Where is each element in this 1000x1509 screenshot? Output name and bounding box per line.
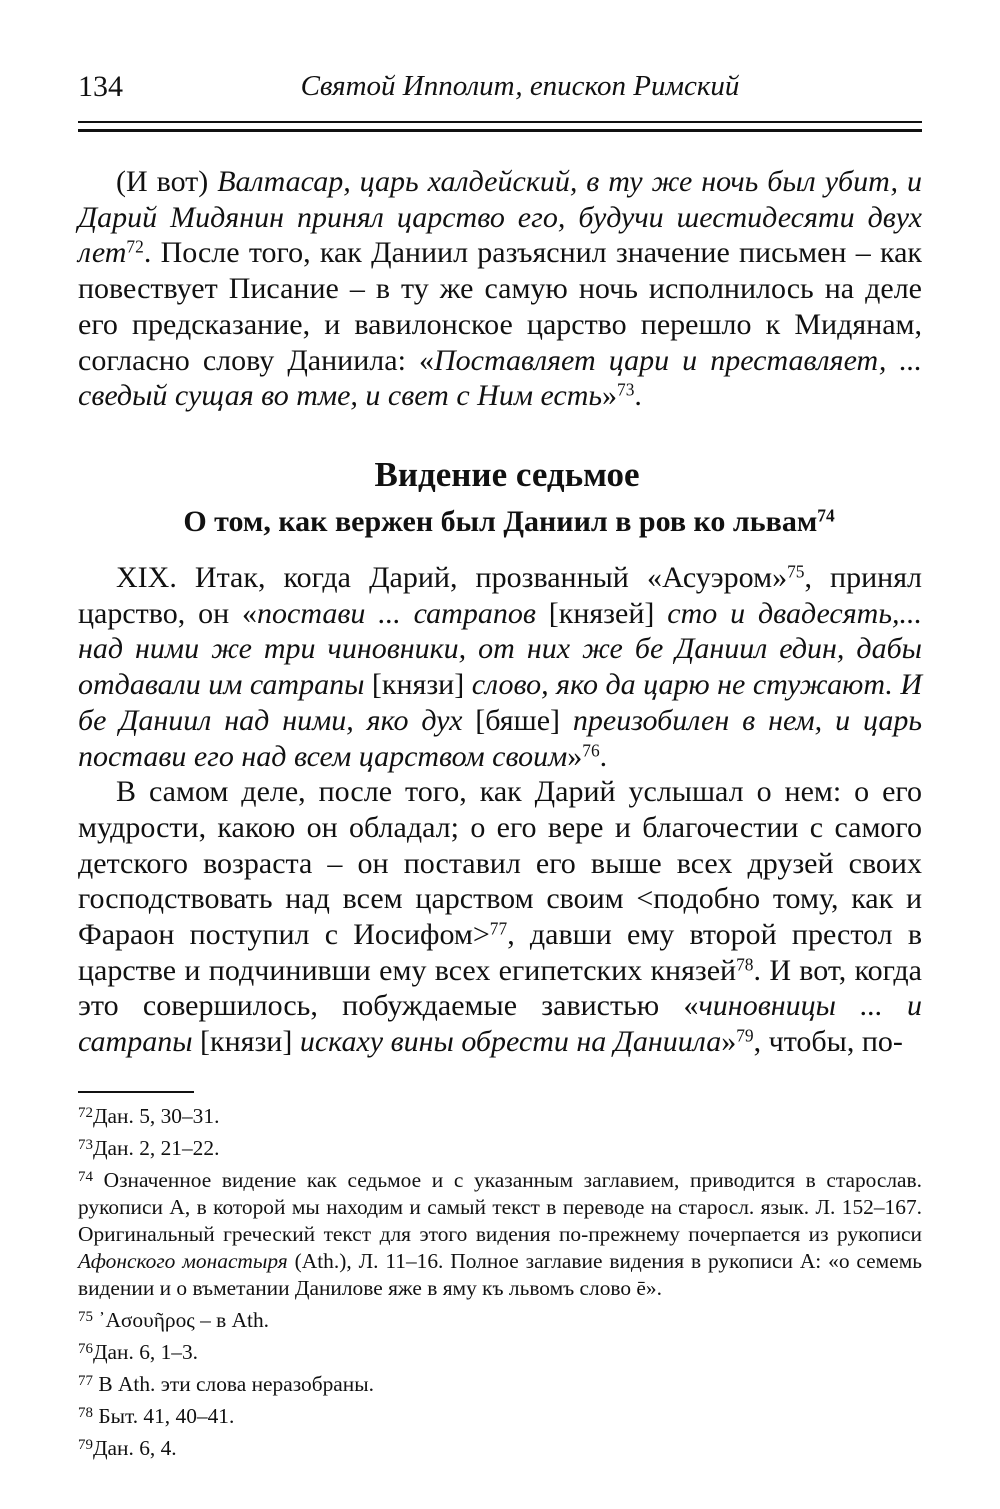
footnote-ref: 74 [817, 505, 835, 526]
header-rule-thin [78, 121, 922, 123]
footnote-number: 79 [78, 1437, 93, 1454]
footnote-ref: 72 [126, 236, 144, 257]
text-run: , чтобы, по- [753, 1025, 903, 1059]
footnote-ref: 77 [489, 918, 508, 939]
text-run: » [602, 379, 618, 413]
footnote-number: 73 [78, 1137, 93, 1154]
footnote-ref: 78 [736, 954, 754, 975]
text-run: » [721, 1025, 737, 1059]
footnote-76 [78, 1339, 922, 1366]
footnote-78 [78, 1403, 922, 1430]
footnote-italic: Афонского монастыря [78, 1249, 288, 1273]
quote-italic: постави ... сатрапов [257, 596, 549, 630]
footnote-text: (Ath.), Л. 11–16. Полное заглавие видения в рукописи А: «о семемь видении и о въметании Данилове яже в яму къ львомъ слово ē». [78, 1249, 922, 1300]
footnote-ref: 76 [582, 739, 600, 760]
footnote-73 [78, 1135, 922, 1162]
footnote-number: 78 [78, 1405, 93, 1422]
text-block-top [78, 164, 922, 414]
footnote-79 [78, 1435, 922, 1462]
text-run: XIX. Итак, когда Дарий, прозванный «Асуэром» [116, 561, 788, 594]
footnote-75 [78, 1307, 922, 1334]
text-run: . После того, как Даниил разъяснил значение письмен – как повествует Писание – в ту же самую ночь исполнилось на деле его предсказание, и вавилонское царство перешло к Мидянам, согласно слову Даниила: « [78, 236, 922, 377]
footnote-74 [78, 1167, 922, 1302]
running-title: Святой Ипполит, епископ Римский [300, 70, 740, 102]
bracket-gloss: [князей] [548, 596, 655, 630]
footnote-text: Дан. 5, 30–31. [92, 1104, 220, 1128]
footnote-number: 74 [78, 1169, 93, 1186]
footnote-text: Быт. 41, 40–41. [98, 1404, 235, 1428]
page-number: 134 [78, 70, 123, 103]
footnote-77 [78, 1371, 922, 1398]
quote-italic: искаху вины обрести на Даниила [292, 1025, 722, 1059]
footnote-ref: 73 [617, 379, 635, 400]
page-header [78, 62, 922, 110]
quote-italic: сто и двадесять,... над ними же три чиновники, от них же бе Даниил един, дабы отдавали им сатрапы [78, 596, 922, 702]
footnote-number: 77 [78, 1373, 93, 1390]
bracket-gloss: [князи] [371, 668, 465, 702]
section-heading: Видение седьмое [374, 455, 640, 494]
quote-italic: Валтасар, царь халдейский, в ту же ночь был убит, и Дарий Мидянин принял царство его, будучи шестидесяти двух лет [78, 165, 922, 270]
footnote-number: 75 [78, 1309, 93, 1326]
bracket-gloss: [бяше] [475, 703, 561, 737]
paragraph-3 [78, 774, 922, 1060]
quote-italic: слово, яко да царю не стужают. И бе Даниил над ними, яко дух [78, 668, 923, 737]
section-subheading [0, 505, 1000, 539]
quote-italic: преизобилен в нем, и царь постави его над всем царством своим [78, 703, 922, 773]
quote-italic: чиновницы ... и сатрапы [78, 989, 922, 1059]
paragraph-1 [78, 164, 922, 414]
text-run: , давши ему второй престол в царстве и подчинивши ему всех египетских князей [78, 918, 922, 987]
footnote-text: В Ath. эти слова неразобраны. [98, 1372, 374, 1396]
text-run: . И вот, когда это совершилось, побуждаемые завистью « [78, 953, 922, 1023]
text-run: , принял царство, он « [78, 561, 922, 630]
bracket-gloss: [князи] [200, 1025, 293, 1059]
subheading-text: О том, как вержен был Даниил в ров ко львам [183, 505, 818, 538]
header-rule-thick [78, 129, 922, 132]
paragraph-2 [78, 560, 922, 774]
footnote-text: Дан. 6, 1–3. [92, 1340, 199, 1364]
footnote-text: Означенное видение как седьмое и с указанным заглавием, приводится в старослав. рукописи А, в которой мы находим и самый текст в переводе на старосл. язык. Л. 152–167. Оригинальный греческий текст для этого видения по-прежнему почерпается из рукописи [78, 1168, 922, 1246]
quote-italic: Поставляет цари и преставляет, ... сведый сущая во тме, и свет с Ним есть [78, 343, 922, 413]
text-run: » [567, 739, 583, 773]
footnote-text: Дан. 6, 4. [92, 1436, 177, 1460]
footnote-separator [78, 1091, 194, 1093]
footnotes [78, 1103, 922, 1462]
text-block-main [78, 560, 922, 1060]
footnote-72 [78, 1103, 922, 1130]
footnote-text: Дан. 2, 21–22. [92, 1136, 220, 1160]
text-run: . [634, 379, 642, 413]
text-run: (И вот) [116, 165, 218, 198]
footnote-text: ᾿Ασουῆρος – в Ath. [98, 1308, 270, 1332]
footnote-number: 76 [78, 1341, 93, 1358]
text-run: . [599, 739, 608, 773]
text-run: В самом деле, после того, как Дарий услышал о нем: о его мудрости, какою он обладал; о его вере и благочестии с самого детского возраста – он поставил его выше всех друзей своих господствовать над всем царством своим <подобно тому, как и Фараон поступил с Иосифом> [78, 775, 922, 952]
footnote-ref: 75 [787, 561, 805, 582]
footnote-number: 72 [78, 1105, 93, 1122]
footnote-ref: 79 [736, 1025, 754, 1046]
